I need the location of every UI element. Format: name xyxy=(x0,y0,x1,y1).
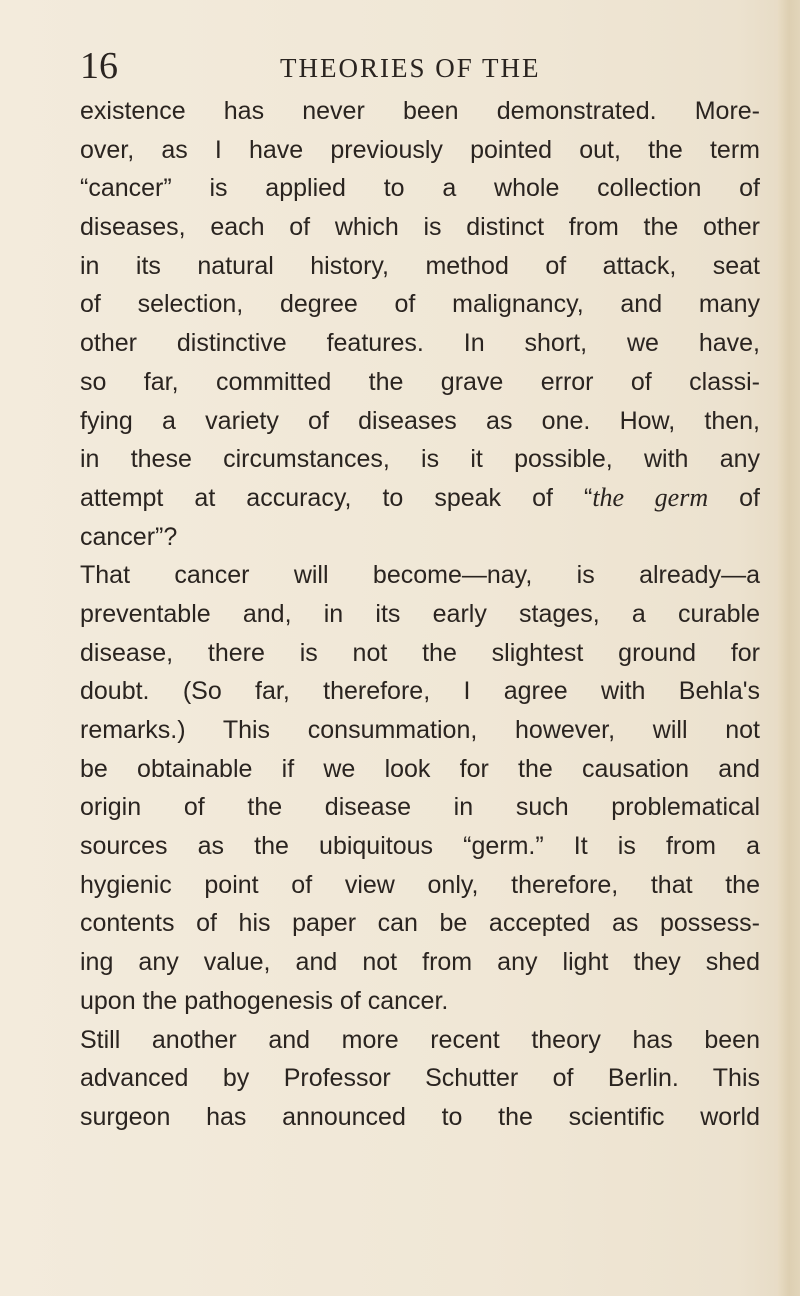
text-line-10: in these circumstances, is it possible, with any xyxy=(80,445,760,474)
text-line-18: be obtainable if we look for the causation and xyxy=(80,754,760,783)
page-header xyxy=(80,44,760,88)
text-line-19: origin of the disease in such problematical xyxy=(80,793,760,822)
text-line-11-end: of xyxy=(708,483,760,512)
text-line-2: over, as I have previously pointed out, the term xyxy=(80,135,760,164)
text-line-11-start: attempt at accuracy, to speak of “ xyxy=(80,483,593,512)
text-line-13: That cancer will become—nay, is already—a xyxy=(80,561,760,590)
text-line-3: “cancer” is applied to a whole collection of xyxy=(80,174,760,203)
text-line-26: advanced by Professor Schutter of Berlin. This xyxy=(80,1064,760,1093)
text-line-15: disease, there is not the slightest ground for xyxy=(80,638,760,667)
text-line-16: doubt. (So far, therefore, I agree with Behla's xyxy=(80,677,760,706)
text-line-20: sources as the ubiquitous “germ.” It is from a xyxy=(80,832,760,861)
text-line-25: Still another and more recent theory has been xyxy=(80,1025,760,1054)
text-line-11 xyxy=(80,479,760,518)
page-edge xyxy=(778,0,800,1296)
text-line-27: surgeon has announced to the scientific world xyxy=(80,1102,760,1131)
text-line-23: ing any value, and not from any light they shed xyxy=(80,948,760,977)
text-line-21: hygienic point of view only, therefore, that the xyxy=(80,870,760,899)
text-line-22: contents of his paper can be accepted as possess- xyxy=(80,909,760,938)
text-line-14: preventable and, in its early stages, a curable xyxy=(80,599,760,628)
text-line-4: diseases, each of which is distinct from the other xyxy=(80,213,760,242)
text-line-5: in its natural history, method of attack, seat xyxy=(80,251,760,280)
text-line-8: so far, committed the grave error of classi- xyxy=(80,367,760,396)
italic-phrase: the germ xyxy=(592,482,709,512)
page-number: 16 xyxy=(80,45,118,87)
body-text xyxy=(80,92,760,1137)
text-line-7: other distinctive features. In short, we have, xyxy=(80,329,760,358)
text-line-1: existence has never been demonstrated. More- xyxy=(80,97,760,125)
running-head: THEORIES OF THE xyxy=(280,53,541,83)
text-line-6: of selection, degree of malignancy, and many xyxy=(80,290,760,319)
text-line-12: cancer”? xyxy=(80,522,178,551)
text-line-17: remarks.) This consummation, however, will not xyxy=(80,716,760,744)
text-line-24: upon the pathogenesis of cancer. xyxy=(80,986,449,1015)
text-line-9: fying a variety of diseases as one. How, then, xyxy=(80,406,760,435)
